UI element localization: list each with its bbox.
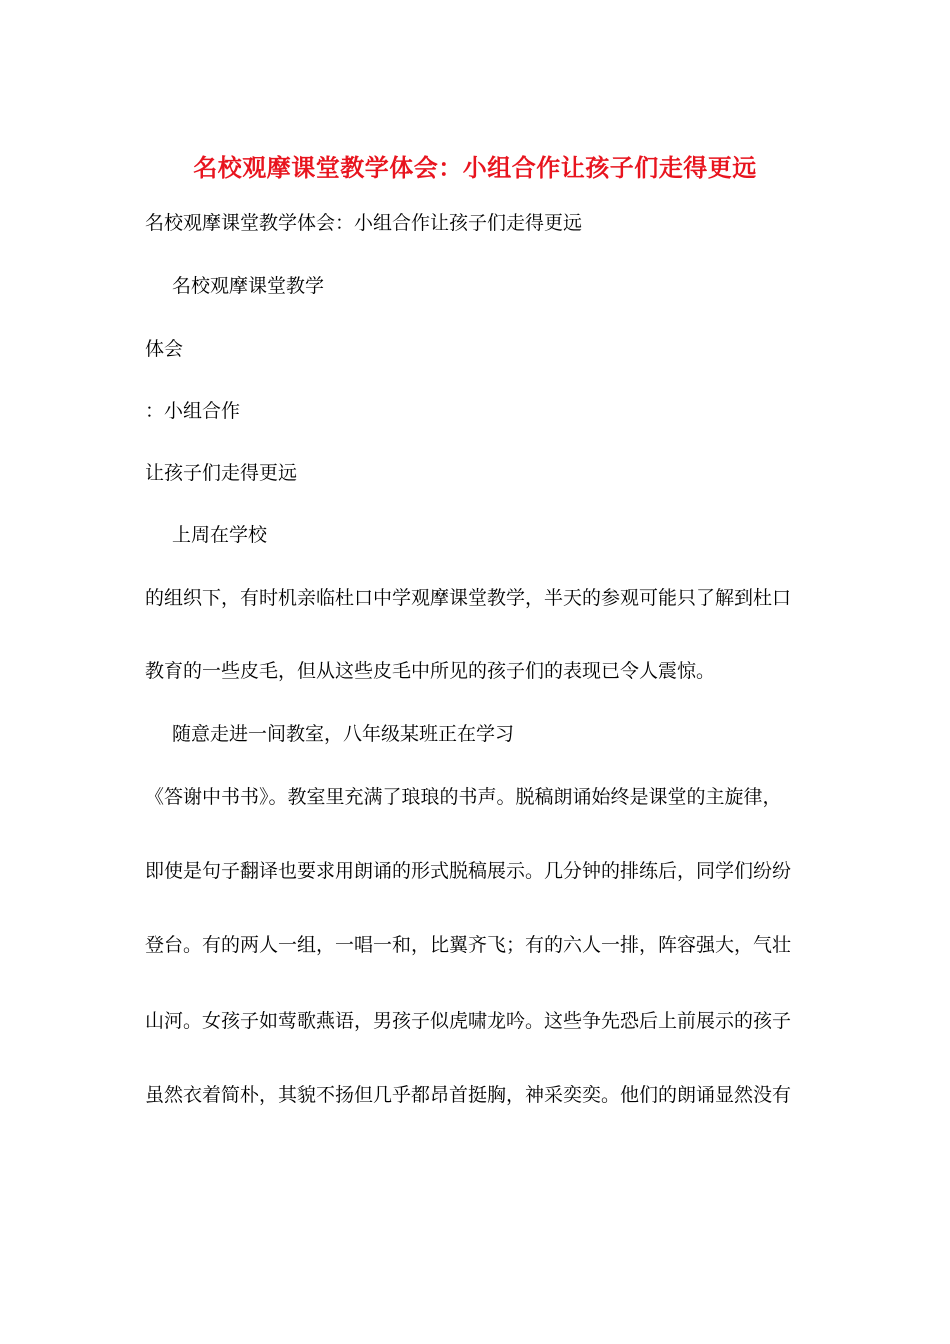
subtitle-line: 名校观摩课堂教学体会：小组合作让孩子们走得更远 [145, 212, 583, 234]
paragraph-line: 《答谢中书书》。教室里充满了琅琅的书声。脱稿朗诵始终是课堂的主旋律， [145, 786, 782, 808]
paragraph-line: 山河。女孩子如莺歌燕语，男孩子似虎啸龙吟。这些争先恐后上前展示的孩子 [145, 1010, 792, 1032]
paragraph-line: 体会 [145, 338, 184, 360]
paragraph-line: 随意走进一间教室，八年级某班正在学习 [172, 723, 515, 745]
paragraph-line: 名校观摩课堂教学 [172, 275, 325, 297]
paragraph-line: 虽然衣着简朴，其貌不扬但几乎都昂首挺胸，神采奕奕。他们的朗诵显然没有 [145, 1084, 792, 1106]
paragraph-line: 让孩子们走得更远 [145, 462, 298, 484]
paragraph-line: 即使是句子翻译也要求用朗诵的形式脱稿展示。几分钟的排练后，同学们纷纷 [145, 860, 792, 882]
paragraph-line: ：小组合作 [145, 400, 241, 422]
paragraph-line: 上周在学校 [172, 524, 268, 546]
document-title: 名校观摩课堂教学体会：小组合作让孩子们走得更远 [193, 153, 757, 182]
paragraph-line: 的组织下，有时机亲临杜口中学观摩课堂教学，半天的参观可能只了解到杜口 [145, 587, 792, 609]
paragraph-line: 教育的一些皮毛，但从这些皮毛中所见的孩子们的表现已令人震惊。 [145, 660, 716, 682]
paragraph-line: 登台。有的两人一组，一唱一和，比翼齐飞；有的六人一排，阵容强大，气壮 [145, 934, 792, 956]
